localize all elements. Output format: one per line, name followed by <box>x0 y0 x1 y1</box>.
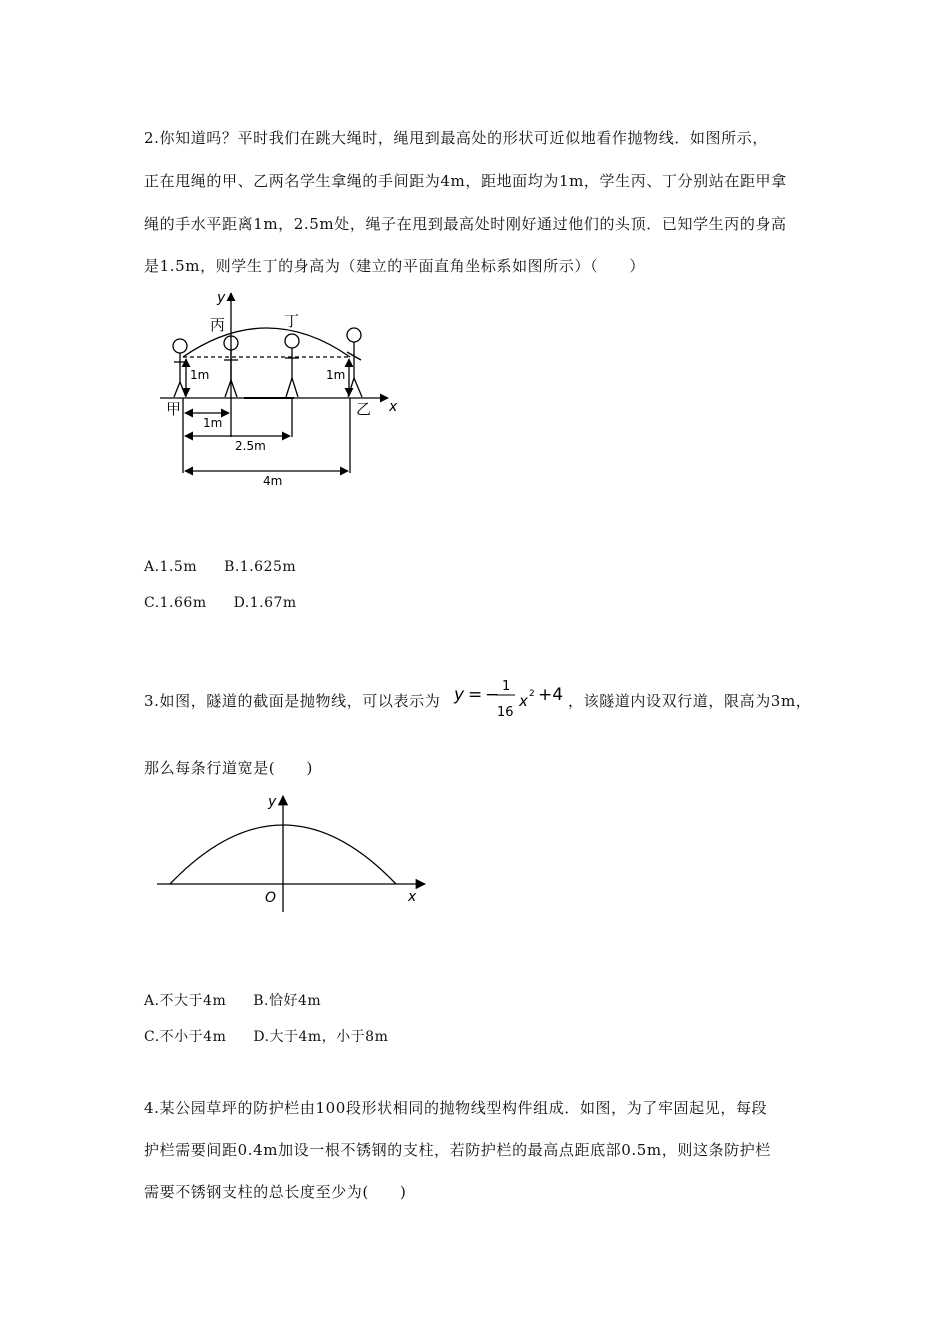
jump-rope-figure <box>150 285 410 495</box>
person-ding <box>285 334 299 397</box>
q2-line-4: 是1.5m，则学生丁的身高为（建立的平面直角坐标系如图所示）（ ） <box>144 257 645 275</box>
formula-y: y <box>454 685 465 705</box>
q3-option-c[interactable]: C.不小于4m <box>144 1029 227 1045</box>
q2-options-row-1 <box>144 559 296 575</box>
formula-exp: 2 <box>529 689 535 699</box>
label-jia: 甲 <box>166 400 182 418</box>
q3-line-1-pre: 3.如图，隧道的截面是抛物线，可以表示为 <box>144 692 441 710</box>
q2-option-d[interactable]: D.1.67m <box>233 595 297 611</box>
formula-x: x <box>519 692 528 710</box>
rope-parabola <box>183 328 350 357</box>
formula-plus4: +4 <box>538 685 564 705</box>
formula-eq: = <box>468 685 483 705</box>
q2-options-row-2 <box>144 595 297 611</box>
parabola-formula <box>452 674 570 724</box>
tunnel-figure <box>150 790 435 915</box>
label-bing: 丙 <box>210 316 226 334</box>
q3-x-label: x <box>408 889 417 905</box>
q2-x-label: x <box>389 399 398 415</box>
formula-num: 1 <box>502 679 511 694</box>
label-yi: 乙 <box>356 400 372 418</box>
q3-options-row-2 <box>144 1026 388 1046</box>
q2-line-2: 正在甩绳的甲、乙两名学生拿绳的手间距为4m，距地面均为1m，学生丙、丁分别站在距甲拿 <box>144 172 787 190</box>
q4-line-1: 4.某公园草坪的防护栏由100段形状相同的抛物线型构件组成．如图，为了牢固起见，每段 <box>144 1099 768 1117</box>
q2-option-a[interactable]: A.1.5m <box>144 559 198 575</box>
q3-options-row-1 <box>144 990 321 1010</box>
person-jia <box>173 339 187 397</box>
q3-y-label: y <box>268 794 277 810</box>
q3-origin-label: O <box>265 890 277 906</box>
label-ding: 丁 <box>284 312 300 330</box>
q2-option-b[interactable]: B.1.625m <box>224 559 297 575</box>
q3-option-b[interactable]: B.恰好4m <box>253 993 322 1009</box>
q2-line-3: 绳的手水平距离1m，2.5m处，绳子在甩到最高处时刚好通过他们的头顶．已知学生丙的身高 <box>144 215 787 233</box>
q4-line-3: 需要不锈钢支柱的总长度至少为( ) <box>144 1183 407 1201</box>
label-dist-1m: 1m <box>203 416 223 430</box>
label-height-right: 1m <box>326 368 346 382</box>
label-dist-4m: 4m <box>263 474 283 488</box>
q3-option-d[interactable]: D.大于4m，小于8m <box>253 1029 389 1045</box>
q2-option-c[interactable]: C.1.66m <box>144 595 207 611</box>
label-height-left: 1m <box>190 368 210 382</box>
q3-line-2: 那么每条行道宽是( ) <box>144 759 313 777</box>
q4-line-2: 护栏需要间距0.4m加设一根不锈钢的支柱，若防护栏的最高点距底部0.5m，则这条防护栏 <box>144 1141 771 1159</box>
q3-option-a[interactable]: A.不大于4m <box>144 993 227 1009</box>
q3-line-1-post: ，该隧道内设双行道，限高为3m， <box>568 692 812 710</box>
formula-den: 16 <box>497 705 514 720</box>
q2-line-1: 2.你知道吗？平时我们在跳大绳时，绳甩到最高处的形状可近似地看作抛物线．如图所示， <box>144 129 768 147</box>
label-dist-2-5m: 2.5m <box>235 439 266 453</box>
q2-y-label: y <box>217 290 226 306</box>
formula-minus: − <box>485 685 500 705</box>
